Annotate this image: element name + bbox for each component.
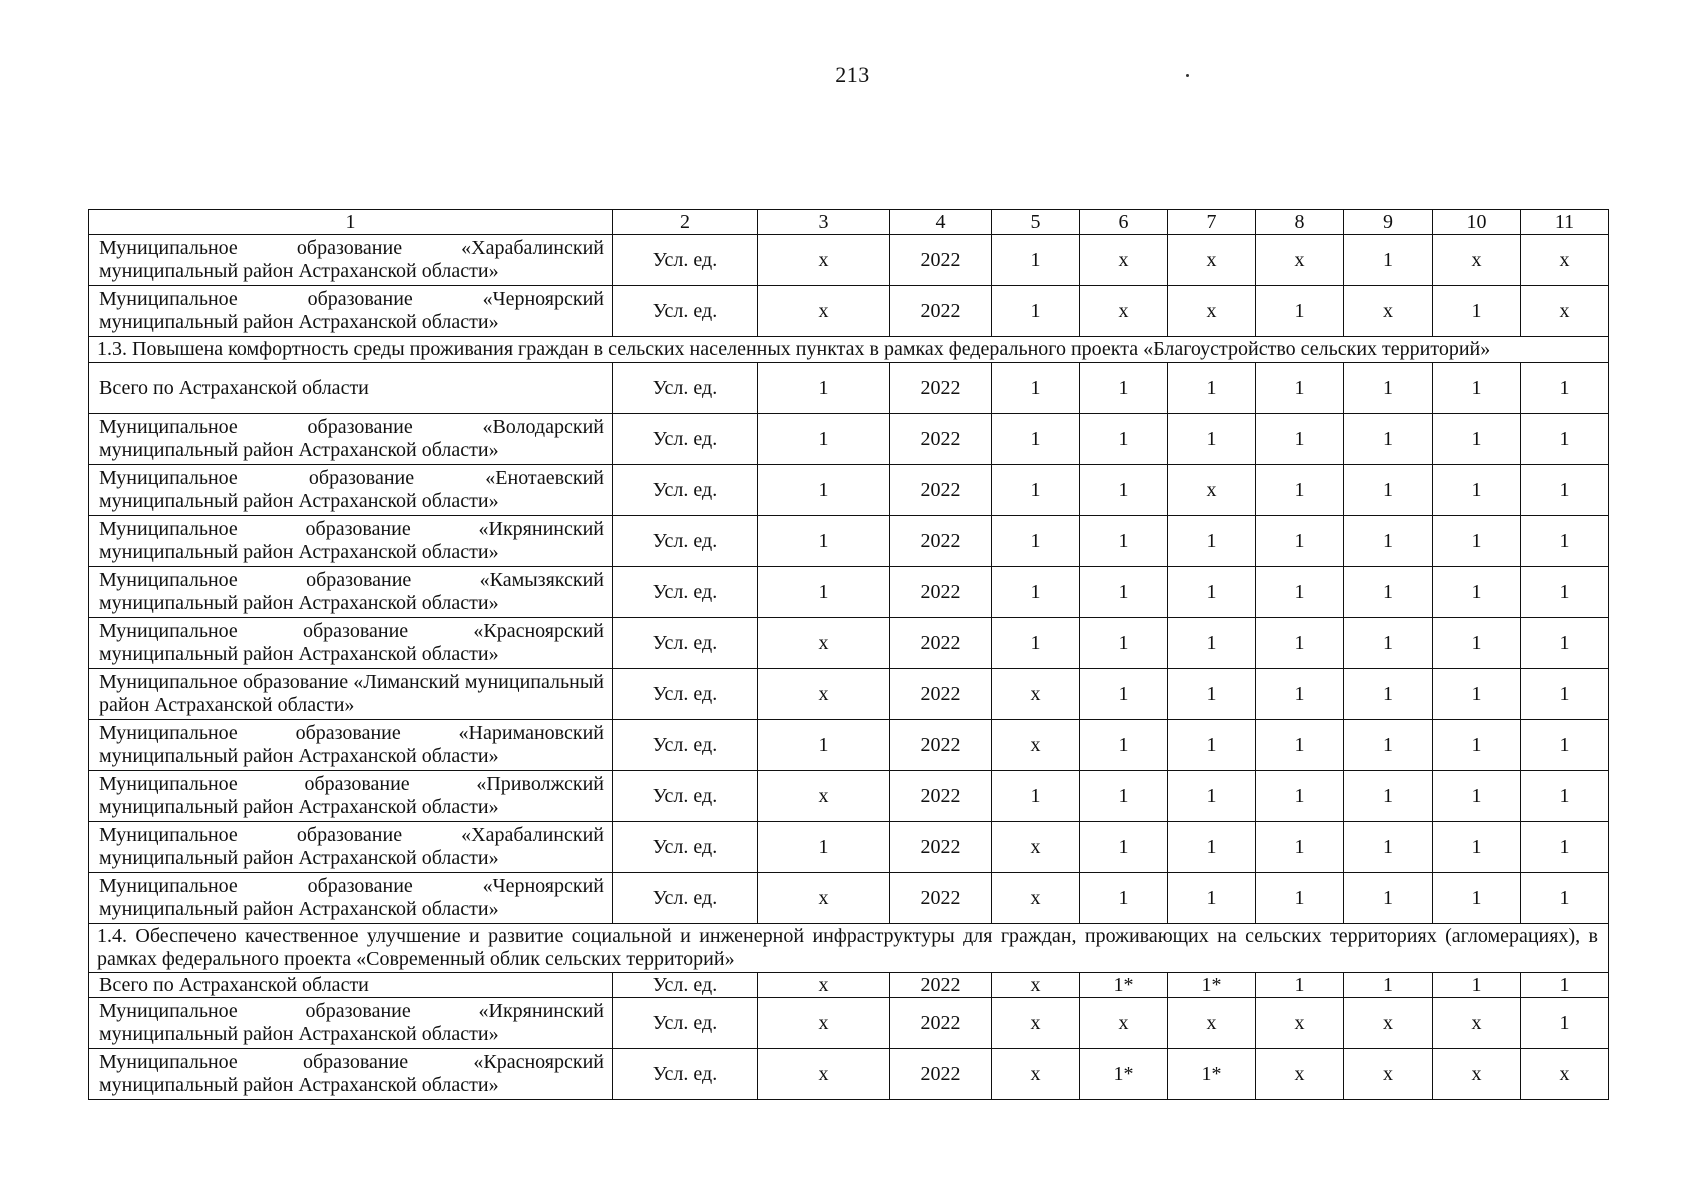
column-number-cell: 11 xyxy=(1521,210,1609,235)
value-cell: 1 xyxy=(1256,873,1344,924)
value-cell: х xyxy=(992,873,1080,924)
report-table xyxy=(88,209,1609,1100)
year-cell: 2022 xyxy=(890,414,992,465)
value-cell: 1 xyxy=(758,465,890,516)
year-cell: 2022 xyxy=(890,235,992,286)
value-cell: х xyxy=(1521,286,1609,337)
value-cell: х xyxy=(1168,465,1256,516)
value-cell: х xyxy=(1168,998,1256,1049)
row-name-cell: Муниципальное образование «Красноярский муниципальный район Астраханской области» xyxy=(89,618,613,669)
unit-cell: Усл. ед. xyxy=(613,998,758,1049)
table-row xyxy=(89,286,1609,337)
column-number-cell: 7 xyxy=(1168,210,1256,235)
year-cell: 2022 xyxy=(890,516,992,567)
table-row xyxy=(89,618,1609,669)
unit-cell: Усл. ед. xyxy=(613,873,758,924)
value-cell: 1 xyxy=(758,414,890,465)
value-cell: 1 xyxy=(1080,465,1168,516)
value-cell: х xyxy=(1433,1049,1521,1100)
value-cell: х xyxy=(1080,998,1168,1049)
value-cell: 1 xyxy=(1433,414,1521,465)
value-cell: х xyxy=(758,998,890,1049)
value-cell: 1 xyxy=(758,720,890,771)
value-cell: 1 xyxy=(1256,363,1344,414)
value-cell: 1 xyxy=(1168,669,1256,720)
value-cell: х xyxy=(758,771,890,822)
value-cell: 1 xyxy=(1521,720,1609,771)
value-cell: 1 xyxy=(1256,516,1344,567)
value-cell: х xyxy=(758,235,890,286)
value-cell: 1 xyxy=(1080,363,1168,414)
value-cell: 1* xyxy=(1168,1049,1256,1100)
value-cell: 1 xyxy=(1256,771,1344,822)
year-cell: 2022 xyxy=(890,286,992,337)
year-cell: 2022 xyxy=(890,771,992,822)
value-cell: 1 xyxy=(758,567,890,618)
year-cell: 2022 xyxy=(890,669,992,720)
value-cell: 1 xyxy=(758,363,890,414)
value-cell: 1 xyxy=(1521,465,1609,516)
value-cell: 1 xyxy=(992,771,1080,822)
value-cell: х xyxy=(1521,235,1609,286)
value-cell: 1 xyxy=(1080,720,1168,771)
value-cell: х xyxy=(1344,286,1433,337)
value-cell: 1 xyxy=(1344,873,1433,924)
section-header-row xyxy=(89,924,1609,973)
value-cell: 1 xyxy=(1256,973,1344,998)
value-cell: х xyxy=(758,873,890,924)
row-name-cell: Всего по Астраханской области xyxy=(89,363,613,414)
value-cell: 1 xyxy=(1080,771,1168,822)
value-cell: 1 xyxy=(1344,618,1433,669)
value-cell: 1 xyxy=(1168,516,1256,567)
value-cell: 1 xyxy=(1080,669,1168,720)
value-cell: х xyxy=(992,720,1080,771)
value-cell: 1 xyxy=(1344,363,1433,414)
value-cell: 1 xyxy=(1168,567,1256,618)
value-cell: 1 xyxy=(992,414,1080,465)
row-name-cell: Муниципальное образование «Приволжский муниципальный район Астраханской области» xyxy=(89,771,613,822)
value-cell: 1 xyxy=(1080,618,1168,669)
unit-cell: Усл. ед. xyxy=(613,516,758,567)
value-cell: 1 xyxy=(1521,873,1609,924)
value-cell: 1 xyxy=(1433,286,1521,337)
value-cell: х xyxy=(992,669,1080,720)
value-cell: 1 xyxy=(1344,465,1433,516)
value-cell: 1 xyxy=(758,822,890,873)
value-cell: 1 xyxy=(1256,618,1344,669)
year-cell: 2022 xyxy=(890,822,992,873)
value-cell: х xyxy=(1168,286,1256,337)
column-number-cell: 5 xyxy=(992,210,1080,235)
value-cell: 1 xyxy=(1433,771,1521,822)
value-cell: 1 xyxy=(1344,414,1433,465)
value-cell: 1 xyxy=(1168,771,1256,822)
page-number: 213 xyxy=(835,62,870,87)
value-cell: х xyxy=(758,1049,890,1100)
section-title: 1.3. Повышена комфортность среды проживания граждан в сельских населенных пунктах в рамках федерального проекта «Благоустройство сельских территорий» xyxy=(89,337,1609,363)
column-number-row xyxy=(89,210,1609,235)
year-cell: 2022 xyxy=(890,973,992,998)
value-cell: х xyxy=(758,669,890,720)
unit-cell: Усл. ед. xyxy=(613,235,758,286)
value-cell: 1 xyxy=(992,465,1080,516)
value-cell: х xyxy=(992,1049,1080,1100)
table-row xyxy=(89,822,1609,873)
table-row xyxy=(89,235,1609,286)
value-cell: 1 xyxy=(1433,465,1521,516)
year-cell: 2022 xyxy=(890,618,992,669)
value-cell: х xyxy=(1256,1049,1344,1100)
value-cell: 1 xyxy=(1256,286,1344,337)
unit-cell: Усл. ед. xyxy=(613,720,758,771)
row-name-cell: Всего по Астраханской области xyxy=(89,973,613,998)
value-cell: 1 xyxy=(1433,822,1521,873)
year-cell: 2022 xyxy=(890,1049,992,1100)
unit-cell: Усл. ед. xyxy=(613,286,758,337)
value-cell: 1 xyxy=(1521,363,1609,414)
table-body xyxy=(89,210,1609,1100)
value-cell: х xyxy=(992,822,1080,873)
value-cell: 1 xyxy=(1256,567,1344,618)
scan-speck xyxy=(1186,74,1189,77)
value-cell: 1 xyxy=(1521,771,1609,822)
value-cell: 1 xyxy=(992,516,1080,567)
value-cell: 1 xyxy=(1168,414,1256,465)
unit-cell: Усл. ед. xyxy=(613,771,758,822)
value-cell: 1 xyxy=(992,363,1080,414)
value-cell: 1 xyxy=(1433,669,1521,720)
value-cell: 1 xyxy=(1521,669,1609,720)
value-cell: 1 xyxy=(1168,618,1256,669)
value-cell: 1 xyxy=(1344,771,1433,822)
value-cell: 1 xyxy=(1433,618,1521,669)
table-row xyxy=(89,669,1609,720)
unit-cell: Усл. ед. xyxy=(613,618,758,669)
value-cell: 1 xyxy=(1521,973,1609,998)
row-name-cell: Муниципальное образование «Икрянинский муниципальный район Астраханской области» xyxy=(89,998,613,1049)
unit-cell: Усл. ед. xyxy=(613,669,758,720)
value-cell: х xyxy=(1080,286,1168,337)
value-cell: 1 xyxy=(1168,363,1256,414)
value-cell: 1 xyxy=(1168,720,1256,771)
value-cell: 1* xyxy=(1080,1049,1168,1100)
value-cell: 1 xyxy=(1344,669,1433,720)
column-number-cell: 2 xyxy=(613,210,758,235)
value-cell: 1 xyxy=(1433,567,1521,618)
row-name-cell: Муниципальное образование «Харабалинский муниципальный район Астраханской области» xyxy=(89,822,613,873)
value-cell: х xyxy=(1344,1049,1433,1100)
section-title: 1.4. Обеспечено качественное улучшение и развитие социальной и инженерной инфраструктуры для граждан, проживающих на сельских территориях (агломерациях), в рамках федерального проекта «Современный облик сельских территорий» xyxy=(89,924,1609,973)
table-row xyxy=(89,1049,1609,1100)
value-cell: 1 xyxy=(992,235,1080,286)
unit-cell: Усл. ед. xyxy=(613,973,758,998)
row-name-cell: Муниципальное образование «Красноярский муниципальный район Астраханской области» xyxy=(89,1049,613,1100)
value-cell: 1 xyxy=(1080,567,1168,618)
value-cell: 1 xyxy=(1344,567,1433,618)
value-cell: 1 xyxy=(1433,720,1521,771)
value-cell: 1 xyxy=(1433,516,1521,567)
value-cell: 1 xyxy=(992,286,1080,337)
unit-cell: Усл. ед. xyxy=(613,414,758,465)
row-name-cell: Муниципальное образование «Харабалинский муниципальный район Астраханской области» xyxy=(89,235,613,286)
row-name-cell: Муниципальное образование «Черноярский муниципальный район Астраханской области» xyxy=(89,286,613,337)
value-cell: х xyxy=(1521,1049,1609,1100)
value-cell: х xyxy=(1168,235,1256,286)
table-row xyxy=(89,363,1609,414)
column-number-cell: 4 xyxy=(890,210,992,235)
value-cell: 1 xyxy=(1080,873,1168,924)
value-cell: 1 xyxy=(1521,618,1609,669)
unit-cell: Усл. ед. xyxy=(613,1049,758,1100)
value-cell: х xyxy=(758,973,890,998)
row-name-cell: Муниципальное образование «Камызякский муниципальный район Астраханской области» xyxy=(89,567,613,618)
year-cell: 2022 xyxy=(890,363,992,414)
value-cell: 1 xyxy=(1433,873,1521,924)
value-cell: х xyxy=(1344,998,1433,1049)
section-header-row xyxy=(89,337,1609,363)
value-cell: 1 xyxy=(1344,235,1433,286)
value-cell: 1 xyxy=(1256,822,1344,873)
value-cell: 1* xyxy=(1168,973,1256,998)
value-cell: 1 xyxy=(1080,516,1168,567)
unit-cell: Усл. ед. xyxy=(613,465,758,516)
value-cell: х xyxy=(758,286,890,337)
table-row xyxy=(89,414,1609,465)
column-number-cell: 8 xyxy=(1256,210,1344,235)
value-cell: 1 xyxy=(992,567,1080,618)
value-cell: 1 xyxy=(1344,822,1433,873)
year-cell: 2022 xyxy=(890,998,992,1049)
column-number-cell: 3 xyxy=(758,210,890,235)
value-cell: 1 xyxy=(1168,873,1256,924)
value-cell: х xyxy=(758,618,890,669)
table-row xyxy=(89,998,1609,1049)
value-cell: х xyxy=(1256,235,1344,286)
table-row xyxy=(89,973,1609,998)
value-cell: 1 xyxy=(1344,516,1433,567)
value-cell: 1 xyxy=(1521,567,1609,618)
column-number-cell: 10 xyxy=(1433,210,1521,235)
value-cell: 1 xyxy=(1344,720,1433,771)
value-cell: 1 xyxy=(1256,465,1344,516)
value-cell: 1 xyxy=(1168,822,1256,873)
year-cell: 2022 xyxy=(890,567,992,618)
value-cell: 1 xyxy=(1080,822,1168,873)
value-cell: 1 xyxy=(1521,998,1609,1049)
value-cell: х xyxy=(1433,998,1521,1049)
value-cell: 1 xyxy=(1521,414,1609,465)
row-name-cell: Муниципальное образование «Икрянинский муниципальный район Астраханской области» xyxy=(89,516,613,567)
table-row xyxy=(89,465,1609,516)
column-number-cell: 9 xyxy=(1344,210,1433,235)
value-cell: 1 xyxy=(1256,414,1344,465)
row-name-cell: Муниципальное образование «Енотаевский муниципальный район Астраханской области» xyxy=(89,465,613,516)
value-cell: 1 xyxy=(1344,973,1433,998)
value-cell: х xyxy=(1080,235,1168,286)
value-cell: 1 xyxy=(1080,414,1168,465)
unit-cell: Усл. ед. xyxy=(613,822,758,873)
table-row xyxy=(89,720,1609,771)
row-name-cell: Муниципальное образование «Лиманский муниципальный район Астраханской области» xyxy=(89,669,613,720)
table-row xyxy=(89,567,1609,618)
value-cell: х xyxy=(1433,235,1521,286)
unit-cell: Усл. ед. xyxy=(613,363,758,414)
value-cell: 1 xyxy=(1433,973,1521,998)
table-row xyxy=(89,771,1609,822)
table-row xyxy=(89,516,1609,567)
value-cell: х xyxy=(992,998,1080,1049)
row-name-cell: Муниципальное образование «Наримановский муниципальный район Астраханской области» xyxy=(89,720,613,771)
value-cell: 1 xyxy=(1433,363,1521,414)
table-row xyxy=(89,873,1609,924)
year-cell: 2022 xyxy=(890,720,992,771)
value-cell: х xyxy=(992,973,1080,998)
value-cell: 1 xyxy=(1521,822,1609,873)
value-cell: 1* xyxy=(1080,973,1168,998)
year-cell: 2022 xyxy=(890,873,992,924)
value-cell: 1 xyxy=(1521,516,1609,567)
column-number-cell: 6 xyxy=(1080,210,1168,235)
value-cell: 1 xyxy=(1256,669,1344,720)
value-cell: 1 xyxy=(758,516,890,567)
value-cell: 1 xyxy=(992,618,1080,669)
unit-cell: Усл. ед. xyxy=(613,567,758,618)
column-number-cell: 1 xyxy=(89,210,613,235)
value-cell: х xyxy=(1256,998,1344,1049)
row-name-cell: Муниципальное образование «Володарский муниципальный район Астраханской области» xyxy=(89,414,613,465)
row-name-cell: Муниципальное образование «Черноярский муниципальный район Астраханской области» xyxy=(89,873,613,924)
year-cell: 2022 xyxy=(890,465,992,516)
value-cell: 1 xyxy=(1256,720,1344,771)
